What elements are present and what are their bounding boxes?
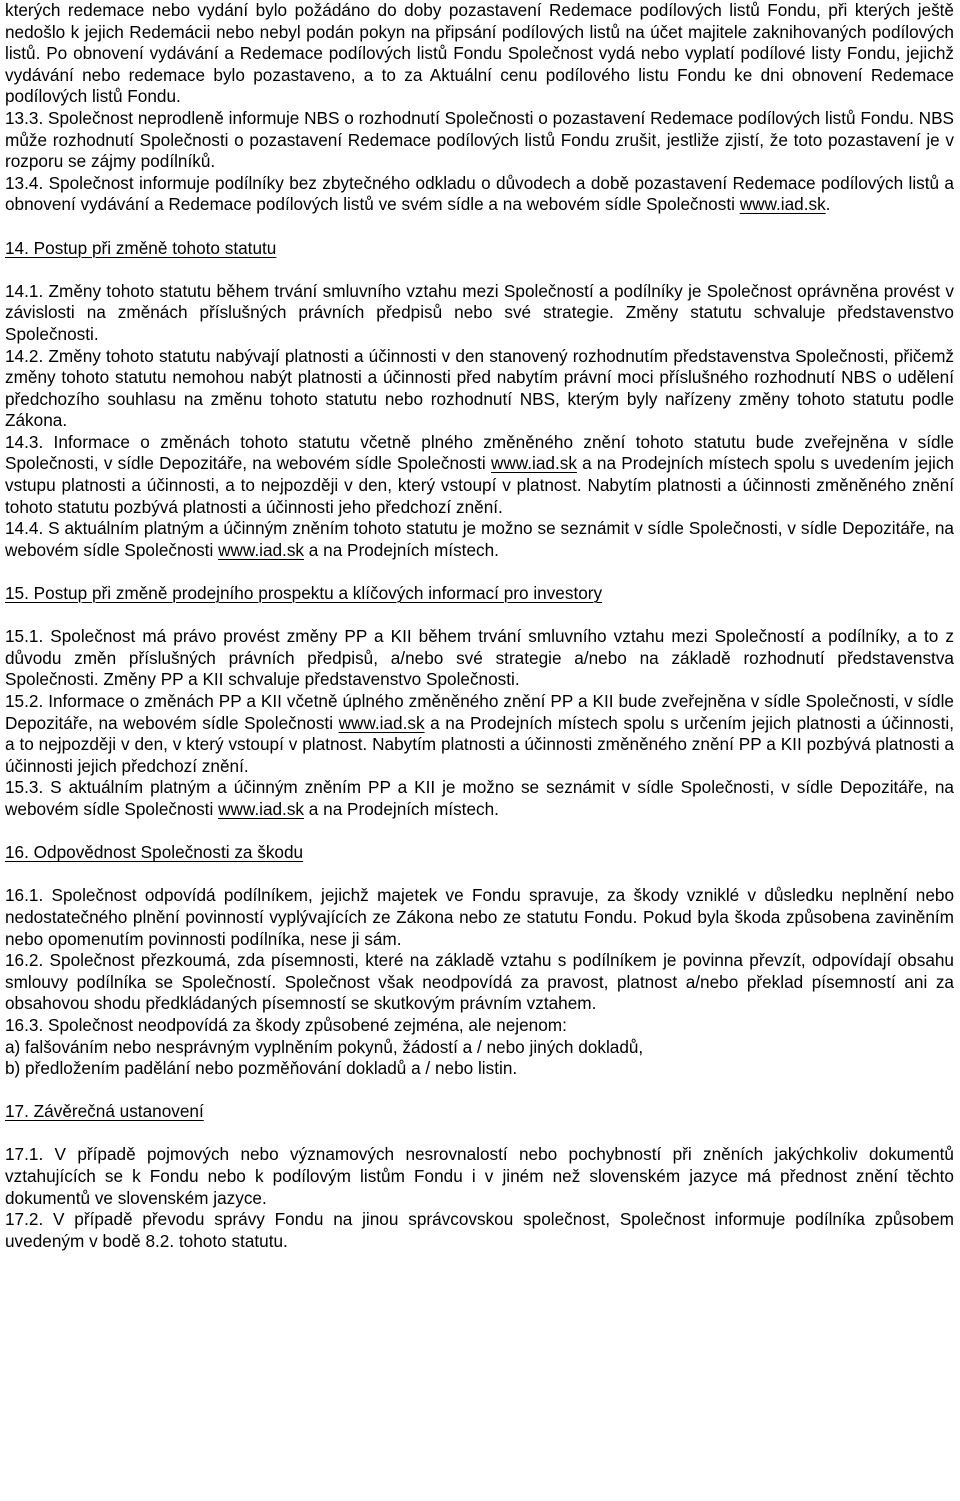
website-link[interactable]: www.iad.sk — [218, 798, 305, 819]
text-segment: a na Prodejních místech spolu s uvedením jejich vstupu platnosti a účinnosti, a to nejpozději v den, který vstoupí v platnost. Nabytím platnosti a účinnosti změněného znění tohoto statutu pozbývá platnosti a účinnosti jeho předchozí znění. — [5, 453, 954, 517]
text-segment: kterých redemace nebo vydání bylo požádáno do doby pozastavení Redemace podílových listů Fondu, při kterých ještě nedošlo k jejich Redemácii nebo nebyl podán pokyn na připsání podílových listů na účet majitele zaknihovaných podílových listů. Po obnovení vydávání a Redemace podílových listů Fondu Společnost vydá nebo vyplatí podílové listy Fondu, jejichž vydávání nebo redemace bylo pozastaveno, a to za Aktuální cenu podílového listu Fondu ke dni obnovení Redemace podílových listů Fondu. — [5, 0, 954, 107]
section-heading-17: 17. Závěrečná ustanovení — [5, 1101, 204, 1122]
section-heading-16: 16. Odpovědnost Společnosti za škodu — [5, 842, 304, 863]
text-segment: . — [825, 194, 831, 215]
text-segment: a) falšováním nebo nesprávným vyplněním pokynů, žádostí a / nebo jiných dokladů, — [5, 1036, 644, 1057]
paragraph-13-4 — [5, 173, 954, 216]
section-17 — [5, 1101, 954, 1252]
text-segment: 17.1. V případě pojmových nebo významových nesrovnalostí nebo pochybností při zněních jakýchkoliv dokumentů vztahujících se k Fondu nebo k podílovým listům Fondu i v jiném než slovenském jazyce má přednost znění těchto dokumentů ve slovenském jazyce. — [5, 1144, 954, 1208]
paragraph-15-1 — [5, 626, 954, 691]
paragraph-15-3 — [5, 777, 954, 820]
paragraph-13-3 — [5, 108, 954, 173]
intro-block — [5, 0, 954, 216]
paragraph-14-1 — [5, 281, 954, 346]
text-segment: 16.1. Společnost odpovídá podílníkem, jejichž majetek ve Fondu spravuje, za škody vzniklé v důsledku neplnění nebo nedostatečného plnění povinností vyplývajících ze Zákona nebo ze statutu Fondu. Pokud byla škoda způsobena zaviněním nebo opomenutím povinnosti podílníka, nese ji sám. — [5, 885, 954, 949]
section-heading-14: 14. Postup při změně tohoto statutu — [5, 237, 277, 258]
text-segment: 13.3. Společnost neprodleně informuje NBS o rozhodnutí Společnosti o pozastavení Redemace podílových listů Fondu. NBS může rozhodnutí Společnosti o pozastavení Redemace podílových listů Fondu zrušit, jestliže zjistí, že toto pozastavení je v rozporu se zájmy podílníků. — [5, 107, 954, 172]
paragraph-14-3 — [5, 432, 954, 518]
paragraph-17-2 — [5, 1209, 954, 1252]
text-segment: 16.3. Společnost neodpovídá za škody způsobené zejména, ale nejenom: — [5, 1014, 567, 1035]
website-link[interactable]: www.iad.sk — [218, 539, 305, 560]
list-item-16-3-a — [5, 1037, 954, 1059]
text-segment: 15.1. Společnost má právo provést změny PP a KII během trvání smluvního vztahu mezi Společností a podílníky, a to z důvodu změn příslušných právních předpisů, a/nebo své strategie a/nebo na základě rozhodnutí představenstva Společnosti. Změny PP a KII schvaluje představenstvo Společnosti. — [5, 626, 954, 690]
website-link[interactable]: www.iad.sk — [490, 453, 577, 474]
list-item-16-3-b — [5, 1058, 954, 1080]
website-link[interactable]: www.iad.sk — [739, 194, 826, 215]
paragraph-16-2 — [5, 950, 954, 1015]
text-segment: a na Prodejních místech spolu s určením jejich platnosti a účinnosti, a to nejpozději v den, v který vstoupí v platnost. Nabytím platnosti a účinnosti změněného znění PP a KII pozbývá platnosti a účinnosti jejich předchozí znění. — [5, 712, 954, 776]
text-segment: 15.2. Informace o změnách PP a KII včetně úplného změněného znění PP a KII bude zveřejněna v sídle Společnosti, v sídle Depozitáře, na webovém sídle Společnosti — [5, 691, 954, 733]
text-segment: 14.3. Informace o změnách tohoto statutu včetně plného změněného znění tohoto statutu bude zveřejněna v sídle Společnosti, v sídle Depozitáře, na webovém sídle Společnosti — [5, 431, 954, 474]
section-14 — [5, 238, 954, 562]
section-16 — [5, 842, 954, 1080]
paragraph-13-2-continuation — [5, 0, 954, 108]
text-segment: 17.2. V případě převodu správy Fondu na jinou správcovskou společnost, Společnost informuje podílníka způsobem uvedeným v bodě 8.2. tohoto statutu. — [5, 1209, 954, 1251]
text-segment: a na Prodejních místech. — [304, 539, 499, 560]
paragraph-16-1 — [5, 885, 954, 950]
text-segment: a na Prodejních místech. — [304, 798, 499, 819]
paragraph-14-2 — [5, 346, 954, 432]
text-segment: 14.4. S aktuálním platným a účinným zněním tohoto statutu je možno se seznámit v sídle Společnosti, v sídle Depozitáře, na webovém sídle Společnosti — [5, 518, 954, 560]
section-heading-15: 15. Postup při změně prodejního prospektu a klíčových informací pro investory — [5, 583, 603, 604]
text-segment: 15.3. S aktuálním platným a účinným zněním PP a KII je možno se seznámit v sídle Společnosti, v sídle Depozitáře, na webovém sídle Společnosti — [5, 777, 954, 819]
text-segment: b) předložením padělání nebo pozměňování dokladů a / nebo listin. — [5, 1058, 518, 1079]
paragraph-14-4 — [5, 518, 954, 561]
section-15 — [5, 583, 954, 821]
text-segment: 16.2. Společnost přezkoumá, zda písemnosti, které na základě vztahu s podílníkem je povinna převzít, odpovídají obsahu smlouvy podílníka se Společností. Společnost však neodpovídá za pravost, platnost a/nebo překlad písemností ani za obsahovou shodu předkládaných písemností se skutkovým právním vztahem. — [5, 950, 954, 1014]
document-page — [5, 0, 954, 1252]
website-link[interactable]: www.iad.sk — [338, 712, 425, 733]
text-segment: 14.1. Změny tohoto statutu během trvání smluvního vztahu mezi Společností a podílníky je Společnost oprávněna provést v závislosti na změnách příslušných právních předpisů nebo své strategie. Změny statutu schvaluje představenstvo Společnosti. — [5, 280, 954, 344]
paragraph-15-2 — [5, 691, 954, 777]
paragraph-16-3 — [5, 1015, 954, 1037]
text-segment: 13.4. Společnost informuje podílníky bez zbytečného odkladu o důvodech a době pozastavení Redemace podílových listů a obnovení vydávání a Redemace podílových listů ve svém sídle a na webovém sídle Společnosti — [5, 172, 954, 215]
text-segment: 14.2. Změny tohoto statutu nabývají platnosti a účinnosti v den stanovený rozhodnutím představenstva Společnosti, přičemž změny tohoto statutu nemohou nabýt platnosti a účinnosti před nabytím právní moci příslušného rozhodnutí NBS o udělení předchozího souhlasu na změnu tohoto statutu nebo rozhodnutí NBS, kterým byly nařízeny změny tohoto statutu podle Zákona. — [5, 345, 954, 431]
paragraph-17-1 — [5, 1144, 954, 1209]
